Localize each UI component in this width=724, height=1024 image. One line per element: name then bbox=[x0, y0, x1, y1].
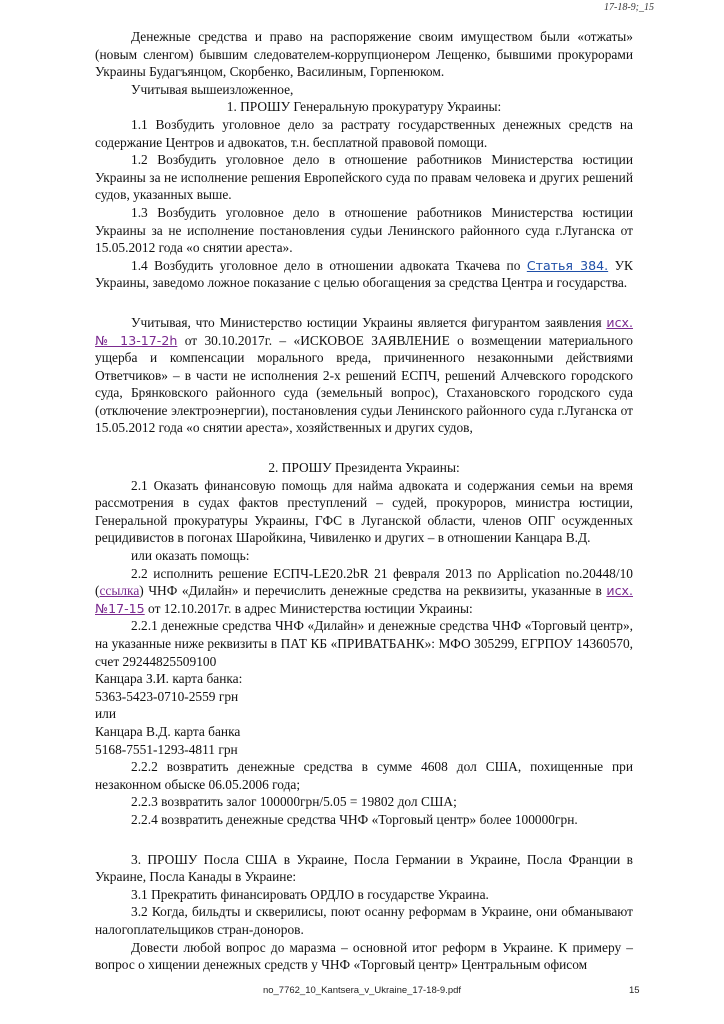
paragraph: 3.2 Когда, бильдты и скверилисы, поют осанну реформам в Украине, они обманывают налогоплательщиков стран-доноров. bbox=[95, 904, 633, 937]
article-link[interactable]: Статья 384. bbox=[526, 257, 609, 273]
paragraph: 2.2.4 возвратить денежные средства ЧНФ «Торговый центр» более 100000грн. bbox=[131, 811, 578, 827]
card-number: 5168-7551-1293-4811 грн bbox=[95, 741, 238, 757]
paragraph: 2.1 Оказать финансовую помощь для найма адвоката и содержания семьи на время рассмотрения в судах фактов преступлений – судей, прокуроров, министра юстиции, Генеральной прокуратуры Украины, ГФС в Луганской области, членов ОПГ осужденных рецидивистов в погонах Шаройкина, Чивиленко и других – в отношении Канцара В.Д. bbox=[95, 477, 633, 546]
header-code: 17-18-9;_15 bbox=[604, 2, 654, 13]
paragraph: 2.2.2 возвратить денежные средства в сумме 4608 дол США, похищенные при незаконном обыске 06.05.2006 года; bbox=[95, 759, 633, 792]
paragraph: 2.2.3 возвратить залог 100000грн/5.05 = 19802 дол США; bbox=[131, 794, 457, 810]
text: от 12.10.2017г. в адрес Министерства юстиции Украины: bbox=[144, 600, 473, 616]
paragraph bbox=[95, 565, 633, 618]
paragraph: Денежные средства и право на распоряжение своим имуществом были «отжаты» (новым сленгом) бывшим следователем-коррупционером Лещенко, бывшими прокурорами Украины Будагъянцом, Скорбенко, Василиным, Горпенюком. bbox=[95, 29, 633, 80]
paragraph bbox=[95, 257, 633, 292]
card-label: Канцара В.Д. карта банка bbox=[95, 723, 241, 739]
paragraph bbox=[95, 314, 633, 437]
text: 2.2 исполнить решение ЕСПЧ-LE20.2bR 21 февраля 2013 по Application no.20448/10 ( bbox=[95, 565, 633, 599]
text: 1.4 Возбудить уголовное дело в отношении адвоката Ткачева по bbox=[131, 257, 527, 273]
text: или bbox=[95, 706, 117, 722]
paragraph: 1.1 Возбудить уголовное дело за растрату государственных денежных средств на содержание Центров и адвокатов, т.н. бесплатной правовой помощи. bbox=[95, 116, 633, 150]
reference-link[interactable]: ссылка bbox=[99, 583, 140, 599]
spacer bbox=[95, 829, 633, 851]
paragraph: 1.3 Возбудить уголовное дело в отношение работников Министерства юстиции Украины за не исполнение постановления судьи Ленинского районного суда г.Луганска от 15.05.2012 года «о снятии ареста». bbox=[95, 204, 633, 256]
paragraph: 3.1 Прекратить финансировать ОРДЛО в государстве Украина. bbox=[131, 886, 489, 902]
section-heading: 3. ПРОШУ Посла США в Украине, Посла Германии в Украине, Посла Франции в Украине, Посла Канады в Украине: bbox=[95, 851, 633, 885]
text: УК Украины, заведомо ложное показание с целью обогащения за средства Центра и государства. bbox=[95, 257, 633, 291]
spacer bbox=[95, 292, 633, 314]
spacer bbox=[95, 437, 633, 459]
text: от 30.10.2017г. – «ИСКОВОЕ ЗАЯВЛЕНИЕ о возмещении материального ущерба и компенсации морального вреда, причиненного незаконными действиями Ответчиков» – в части не исполнения 2-х решений ЕСПЧ, решений Алчевского городского суда, Брянковского районного суда (земельный вопрос), Стахановского городского суда (отключение электроэнергии), постановления судьи Ленинского районного суда г.Луганска от 15.05.2012 года «о снятии ареста», хозяйственных и других судов, bbox=[95, 332, 633, 436]
page-number: 15 bbox=[629, 985, 640, 996]
paragraph: 2.2.1 денежные средства ЧНФ «Дилайн» и денежные средства ЧНФ «Торговый центр», на указанные ниже реквизиты в ПАТ КБ «ПРИВАТБАНК»: МФО 305299, ЕГРПОУ 14360570, счет 29244825509100 bbox=[95, 618, 633, 669]
paragraph: 1.2 Возбудить уголовное дело в отношение работников Министерства юстиции Украины за не исполнение решения Европейского суда по правам человека и других решений судов, указанных выше. bbox=[95, 152, 633, 203]
text: Учитывая, что Министерство юстиции Украины является фигурантом заявления bbox=[131, 314, 607, 330]
document-page bbox=[95, 28, 633, 974]
footer-filename: no_7762_10_Kantsera_v_Ukraine_17-18-9.pdf bbox=[262, 985, 462, 996]
section-heading: 1. ПРОШУ Генеральную прокуратуру Украины: bbox=[226, 99, 502, 115]
paragraph: Учитывая вышеизложенное, bbox=[131, 81, 294, 97]
document-link[interactable]: исх.№17-15 bbox=[95, 583, 633, 616]
paragraph: Довести любой вопрос до маразма – основной итог реформ в Украине. К примеру – вопрос о хищении денежных средств у ЧНФ «Торговый центр» Центральным офисом bbox=[95, 939, 633, 973]
card-number: 5363-5423-0710-2559 грн bbox=[95, 688, 239, 704]
paragraph: или оказать помощь: bbox=[131, 548, 250, 564]
card-label: Канцара З.И. карта банка: bbox=[95, 671, 243, 687]
section-heading: 2. ПРОШУ Президента Украины: bbox=[268, 460, 460, 476]
document-link[interactable]: исх. № 13-17-2h bbox=[95, 314, 633, 348]
text: ) ЧНФ «Дилайн» и перечислить денежные средства на реквизиты, указанные в bbox=[139, 583, 607, 599]
